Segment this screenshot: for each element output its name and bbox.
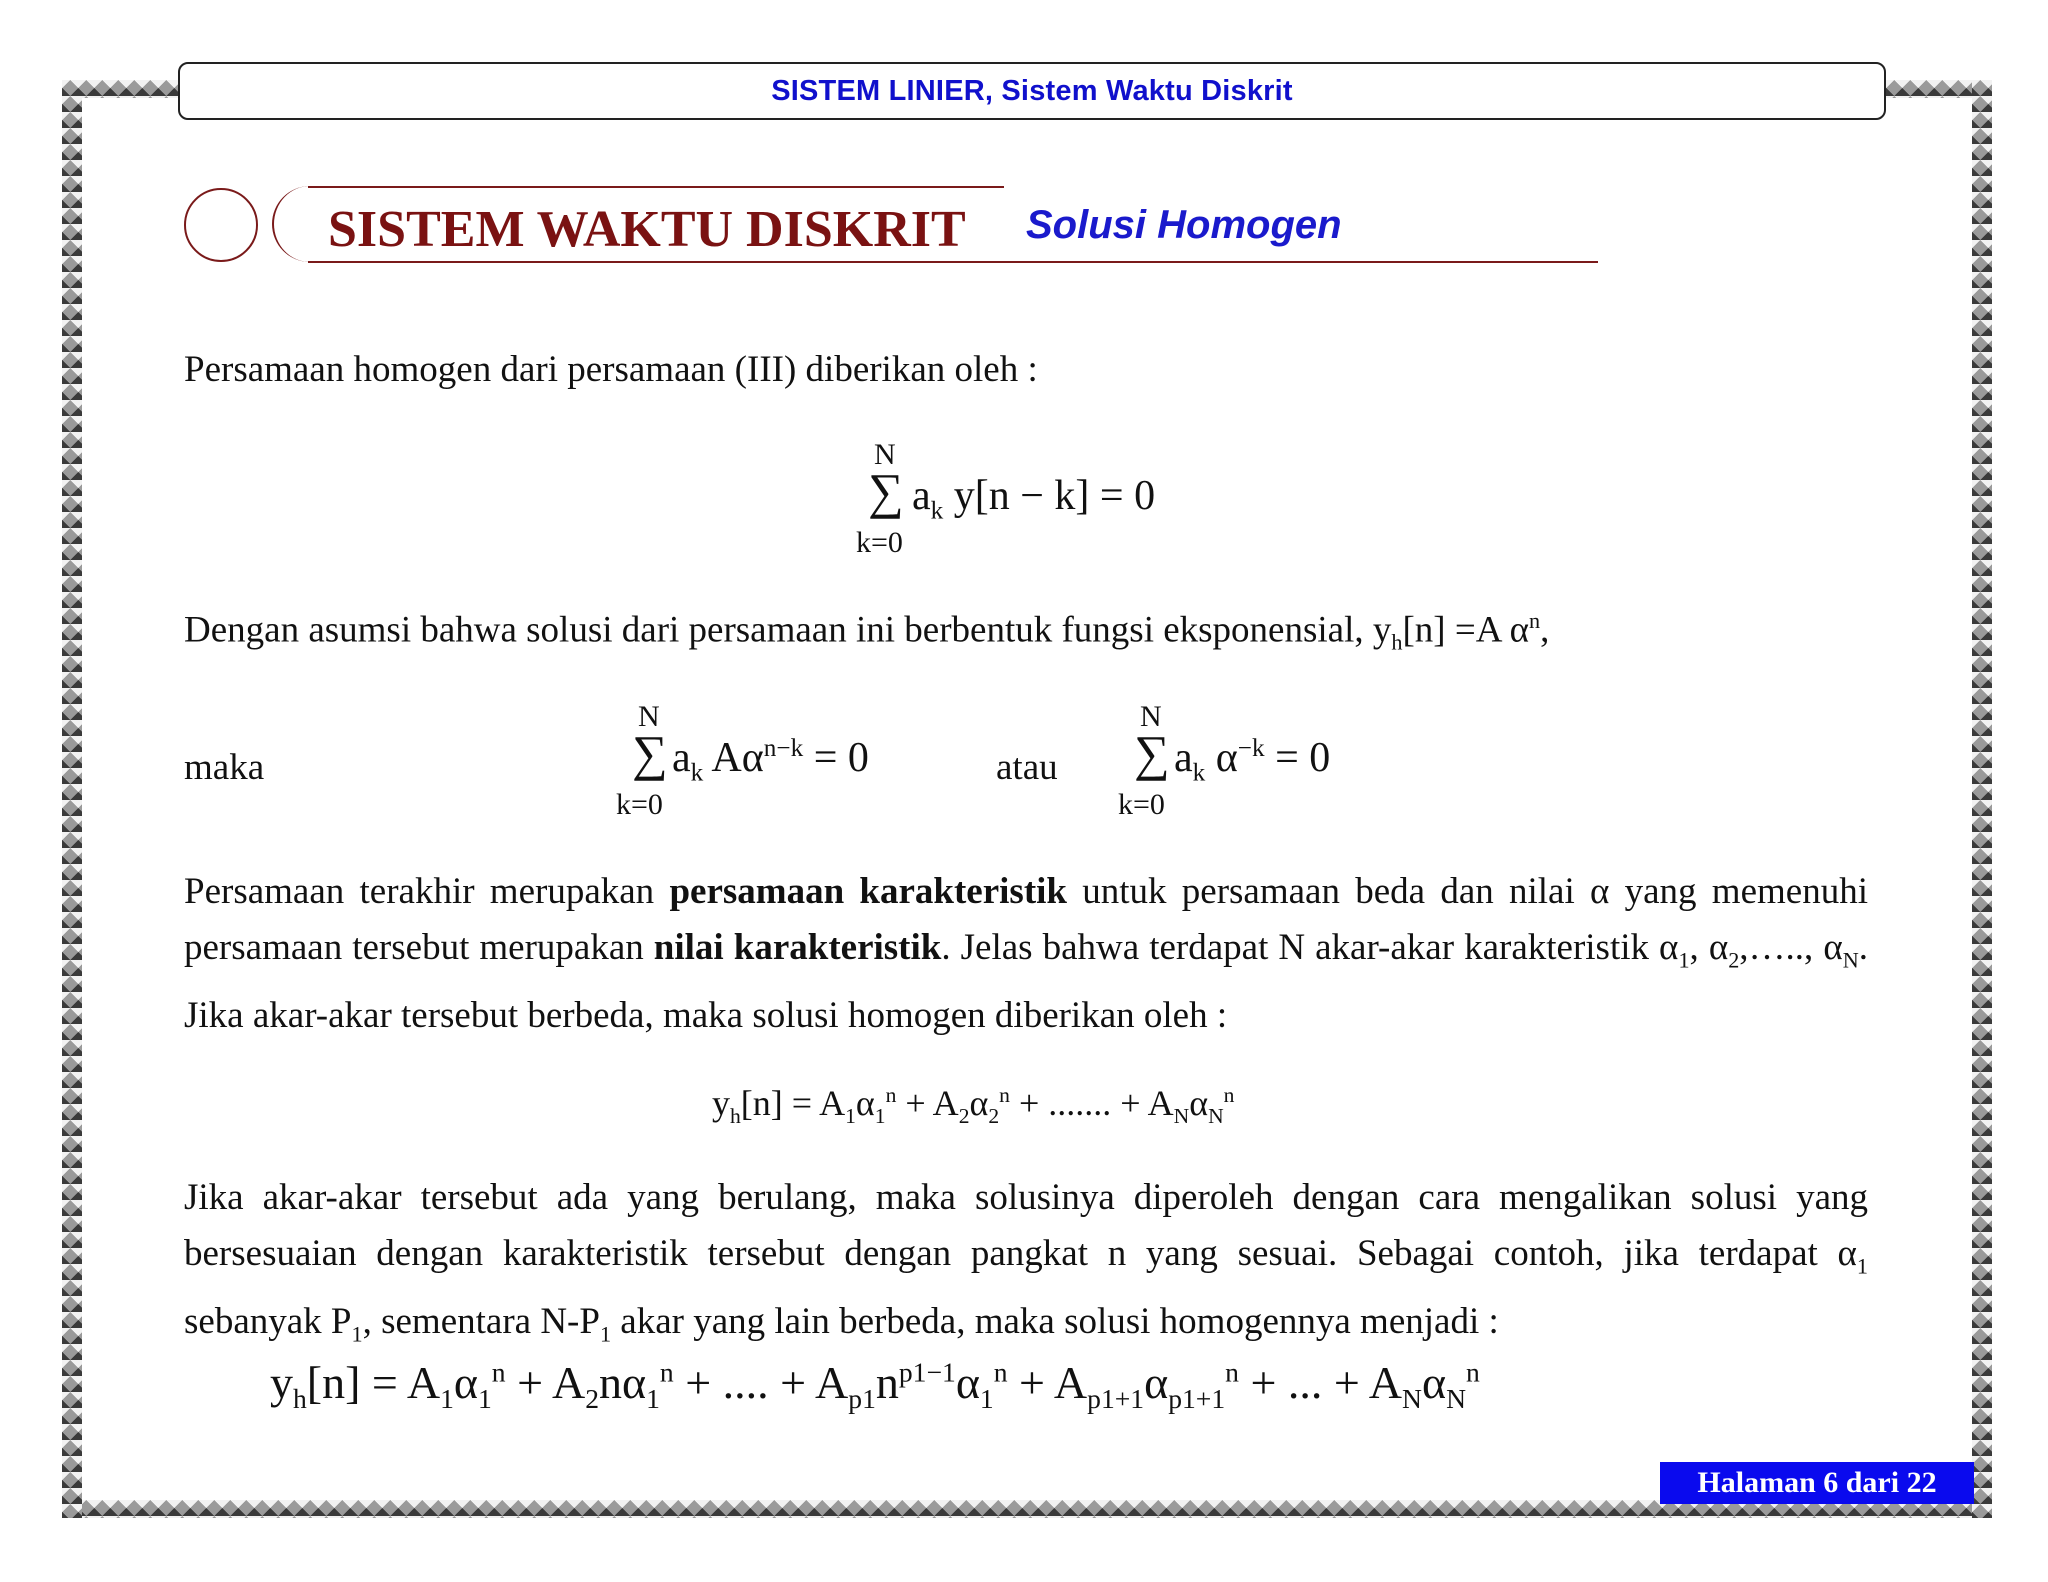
p4-sub-2: 1 (351, 1321, 363, 1347)
p2-text-a: Dengan asumsi bahwa solusi dari persamaan ini berbentuk fungsi eksponensial, y (184, 609, 1392, 651)
eq2-rest: Aα (703, 735, 764, 781)
paragraph-intro: Persamaan homogen dari persamaan (III) diberikan oleh : (184, 349, 1038, 390)
p4-text-c: , sementara N-P (362, 1301, 600, 1343)
eq3-rest: α (1205, 735, 1238, 781)
sum-upper-limit: N (1140, 700, 1162, 733)
p4-sub-3: 1 (599, 1321, 612, 1347)
p4-text-a: Jika akar-akar tersebut ada yang berulang, maka solusinya diperoleh dengan cara mengalikan solusi yang bersesuaian dengan karakteristik tersebut dengan pangkat n yang sesuai. Sebagai contoh, jika terdapat α (184, 1177, 1868, 1274)
section-subtitle: Solusi Homogen (1026, 203, 1342, 247)
p3-sub-n: N (1842, 947, 1859, 973)
header-banner (178, 62, 1886, 120)
p3-text-f: . Jika akar-akar tersebut berbeda, maka solusi homogen diberikan oleh : (184, 927, 1868, 1037)
eq2-coef: a (672, 735, 691, 781)
eq1-coef-sub: k (930, 497, 944, 525)
sigma-symbol: ∑ (632, 725, 668, 781)
p2-sub: h (1391, 629, 1403, 655)
eq1-rest: y[n − k] = 0 (943, 473, 1156, 519)
p3-text-e: ,….., α (1739, 927, 1843, 968)
title-circle-ornament (184, 188, 258, 262)
sum-lower-limit: k=0 (856, 526, 903, 559)
equation-characteristic-b (1116, 700, 1436, 830)
eq2-end: = 0 (803, 735, 869, 781)
p3-text-b: untuk persamaan beda dan nilai α yang memenuhi persamaan tersebut merupakan (184, 871, 1868, 968)
p4-text-d: akar yang lain berbeda, maka solusi homogennya menjadi : (611, 1301, 1499, 1343)
sum-lower-limit: k=0 (1118, 788, 1165, 821)
p2-sup: n (1529, 608, 1541, 633)
sigma-symbol: ∑ (1134, 725, 1170, 781)
title-top-rule (308, 186, 1004, 188)
p2-text-c: , (1540, 609, 1550, 651)
eq3-coef-sub: k (1192, 759, 1206, 787)
equation-homogeneous-sum (850, 438, 1250, 568)
p3-bold-a: persamaan karakteristik (669, 871, 1068, 912)
p2-text-b: [n] =A α (1402, 609, 1530, 651)
p3-text-a: Persamaan terakhir merupakan (184, 871, 670, 912)
title-bottom-rule (308, 261, 1598, 263)
eq3-sup: −k (1237, 735, 1265, 762)
p3-text-d: , α (1689, 927, 1729, 968)
p4-text-b: sebanyak P (184, 1301, 352, 1343)
label-atau: atau (996, 747, 1058, 788)
p4-sub-1: 1 (1856, 1253, 1868, 1279)
paragraph-repeated-roots (184, 1170, 1868, 1363)
equation-characteristic-a (614, 700, 954, 830)
p3-sub-1: 1 (1678, 947, 1690, 973)
eq2-coef-sub: k (690, 759, 704, 787)
equation-repeated-roots: $y_h[n] = A_1\alpha_1^n + A_2n\alpha_1^n$ + .... + $A_{p1}n^{p1-1}\alpha_1^n + A_{p1+1}\alpha_{p1+1}^n$ + ... + $A_N\alpha_N^n$ (270, 1356, 1480, 1415)
eq1-coef: a (912, 473, 931, 519)
p3-text-c: . Jelas bahwa terdapat N akar-akar karakteristik α (941, 927, 1679, 968)
sum-lower-limit: k=0 (616, 788, 663, 821)
paragraph-assumption (184, 608, 1549, 656)
sum-upper-limit: N (638, 700, 660, 733)
frame-right-border (1972, 80, 1992, 1518)
paragraph-characteristic (184, 864, 1868, 1044)
header-title: SISTEM LINIER, Sistem Waktu Diskrit (771, 74, 1293, 107)
sigma-symbol: ∑ (868, 463, 904, 519)
eq2-sup: n−k (763, 735, 804, 762)
equation-distinct-roots: $y_h[n] = A_1\alpha_1^n + A_2\alpha_2^n$ + ....... + $A_N\alpha_N^n$ (712, 1083, 1235, 1129)
sum-upper-limit: N (874, 438, 896, 471)
section-title: SISTEM WAKTU DISKRIT (328, 201, 966, 258)
eq3-coef: a (1174, 735, 1193, 781)
p3-bold-b: nilai karakteristik (653, 927, 942, 968)
p3-sub-2: 2 (1728, 947, 1740, 973)
label-maka: maka (184, 747, 265, 788)
eq3-end: = 0 (1264, 735, 1331, 781)
frame-left-border (62, 80, 82, 1518)
page-number-badge: Halaman 6 dari 22 (1660, 1462, 1974, 1504)
